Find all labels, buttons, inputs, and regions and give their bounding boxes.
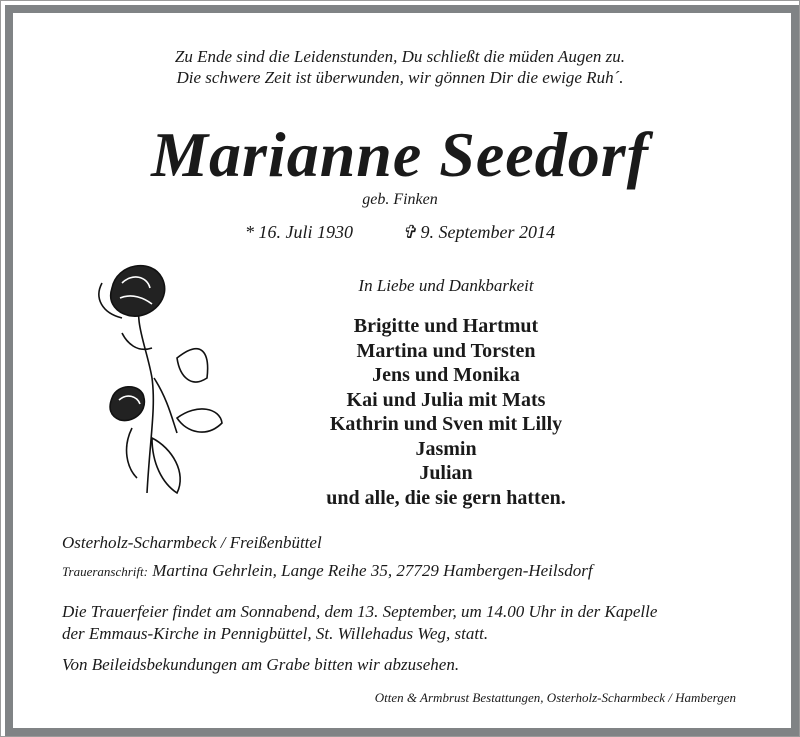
family-member: Kai und Julia mit Mats	[346, 388, 546, 411]
life-dates	[0, 222, 800, 243]
undertaker: Otten & Armbrust Bestattungen, Osterholz-Scharmbeck / Hambergen	[374, 690, 736, 705]
cross-icon: ✞	[401, 222, 417, 242]
mourning-address	[62, 561, 593, 581]
service-line: Die Trauerfeier findet am Sonnabend, dem 13. September, um 14.00 Uhr in der Kapelle	[62, 602, 658, 621]
service-line: der Emmaus-Kirche in Pennigbüttel, St. Willehadus Weg, statt.	[62, 624, 489, 643]
family-member: Brigitte und Hartmut	[353, 315, 539, 337]
service-info	[62, 601, 657, 645]
family-member: Jasmin	[415, 437, 477, 460]
condolence-note: Von Beileidsbekundungen am Grabe bitten wir abzusehen.	[62, 655, 460, 674]
maiden-name: geb. Finken	[362, 191, 438, 208]
rose-bloom-top	[99, 266, 165, 318]
family-member: Kathrin und Sven mit Lilly	[329, 413, 563, 435]
rose-bloom-lower	[110, 387, 144, 421]
places: Osterholz-Scharmbeck / Freißenbüttel	[62, 533, 322, 552]
verse-line: Die schwere Zeit ist überwunden, wir gönnen Dir die ewige Ruh´.	[176, 68, 624, 87]
family-member: Martina und Torsten	[356, 339, 536, 362]
verse-line: Zu Ende sind die Leidenstunden, Du schließt die müden Augen zu.	[174, 47, 626, 66]
deceased-name: Marianne Seedorf	[151, 119, 649, 190]
birth-date: * 16. Juli 1930	[244, 222, 353, 242]
address: Martina Gehrlein, Lange Reihe 35, 27729 Hambergen-Heilsdorf	[152, 561, 593, 580]
death-date: 9. September 2014	[420, 222, 556, 242]
verse	[0, 46, 800, 88]
family-member: Jens und Monika	[372, 364, 520, 386]
rose-illustration	[92, 258, 232, 508]
thanks-line: In Liebe und Dankbarkeit	[358, 276, 534, 295]
family-list	[276, 314, 616, 510]
death-date-wrap	[401, 222, 555, 243]
address-label: Traueranschrift:	[62, 564, 148, 579]
family-member: und alle, die sie gern hatten.	[326, 486, 566, 509]
family-member: Julian	[419, 462, 473, 484]
